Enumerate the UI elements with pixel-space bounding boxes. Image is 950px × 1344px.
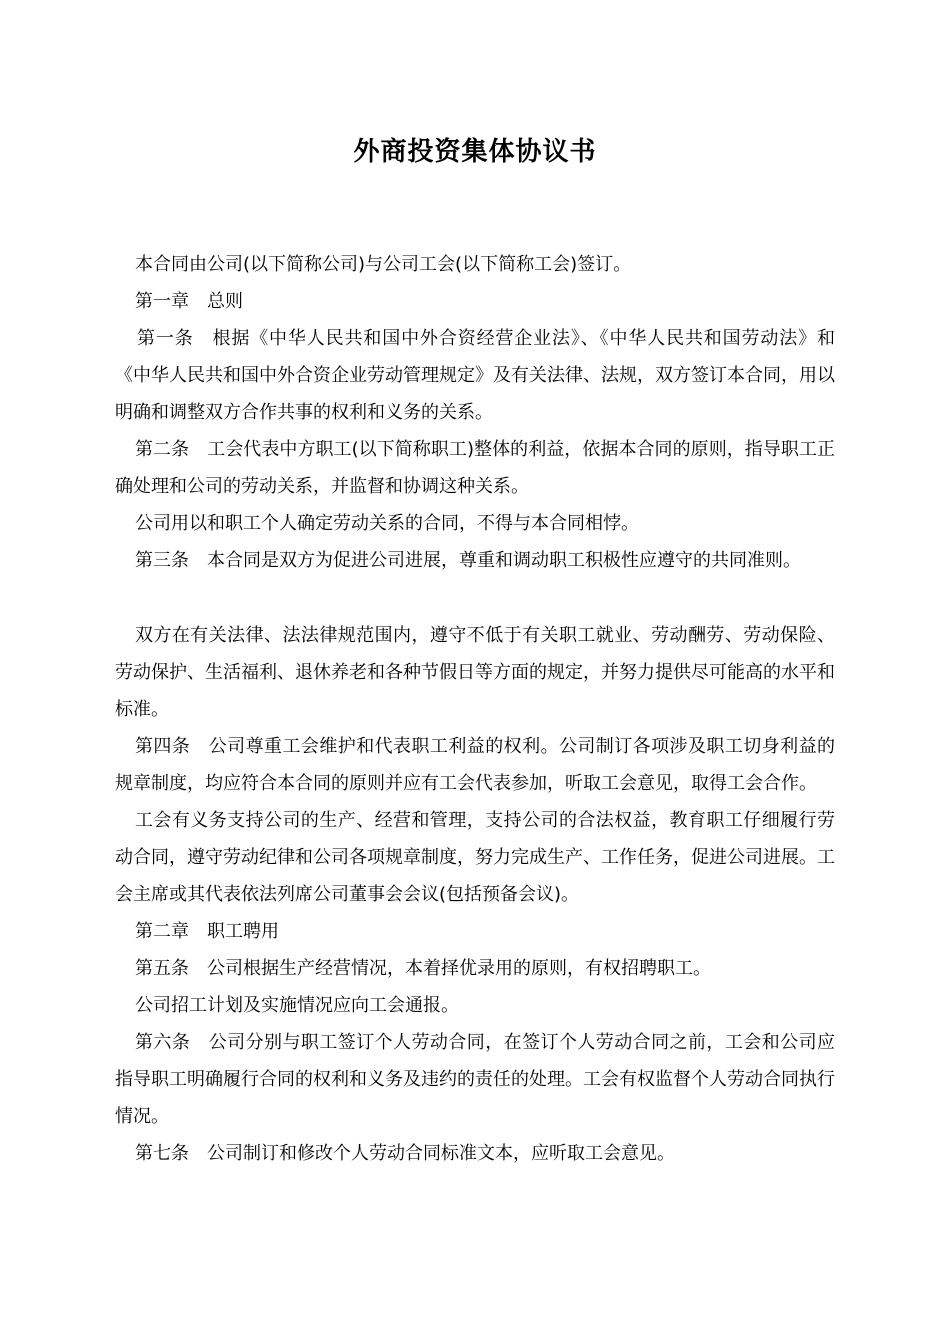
article-2-paragraph-2: 公司用以和职工个人确定劳动关系的合同，不得与本合同相悖。: [135, 513, 639, 534]
article-4: 第四条 公司尊重工会维护和代表职工利益的权利。公司制订各项涉及职工切身利益的规章制度，均应符合本合同的原则并应有工会代表参加，听取工会意见，取得工会合作。: [115, 736, 835, 794]
article-4-paragraph-2: 工会有义务支持公司的生产、经营和管理，支持公司的合法权益，教育职工仔细履行劳动合同，遵守劳动纪律和公司各项规章制度，努力完成生产、工作任务，促进公司进展。工会主席或其代表依法列席公司董事会会议(包括预备会议)。: [115, 810, 835, 905]
chapter-1-heading: 第一章 总则: [135, 291, 243, 312]
article-3-paragraph-2: 双方在有关法律、法法律规范围内，遵守不低于有关职工就业、劳动酬劳、劳动保险、劳动保护、生活福利、退休养老和各种节假日等方面的规定，并努力提供尽可能高的水平和标准。: [115, 625, 835, 720]
paragraph-gap: [115, 579, 835, 617]
chapter-2-heading: 第二章 职工聘用: [135, 921, 279, 942]
article-3: 第三条 本合同是双方为促进公司进展，尊重和调动职工积极性应遵守的共同准则。: [135, 550, 801, 571]
document-body: [115, 246, 835, 1172]
article-7: 第七条 公司制订和修改个人劳动合同标准文本，应听取工会意见。: [135, 1143, 675, 1164]
article-5: 第五条 公司根据生产经营情况，本着择优录用的原则，有权招聘职工。: [135, 958, 711, 979]
intro-paragraph: 本合同由公司(以下简称公司)与公司工会(以下简称工会)签订。: [135, 254, 632, 275]
article-6: 第六条 公司分别与职工签订个人劳动合同，在签订个人劳动合同之前，工会和公司应指导职工明确履行合同的权利和义务及违约的责任的处理。工会有权监督个人劳动合同执行情况。: [115, 1032, 835, 1127]
article-1: 第一条 根据《中华人民共和国中外合资经营企业法》、《中华人民共和国劳动法》和《中华人民共和国中外合资企业劳动管理规定》及有关法律、法规，双方签订本合同，用以明确和调整双方合作共事的权利和义务的关系。: [115, 328, 835, 423]
document-title: 外商投资集体协议书: [353, 137, 597, 167]
article-2: 第二条 工会代表中方职工(以下简称职工)整体的利益，依据本合同的原则，指导职工正确处理和公司的劳动关系，并监督和协调这种关系。: [115, 439, 835, 497]
article-5-paragraph-2: 公司招工计划及实施情况应向工会通报。: [135, 995, 459, 1016]
